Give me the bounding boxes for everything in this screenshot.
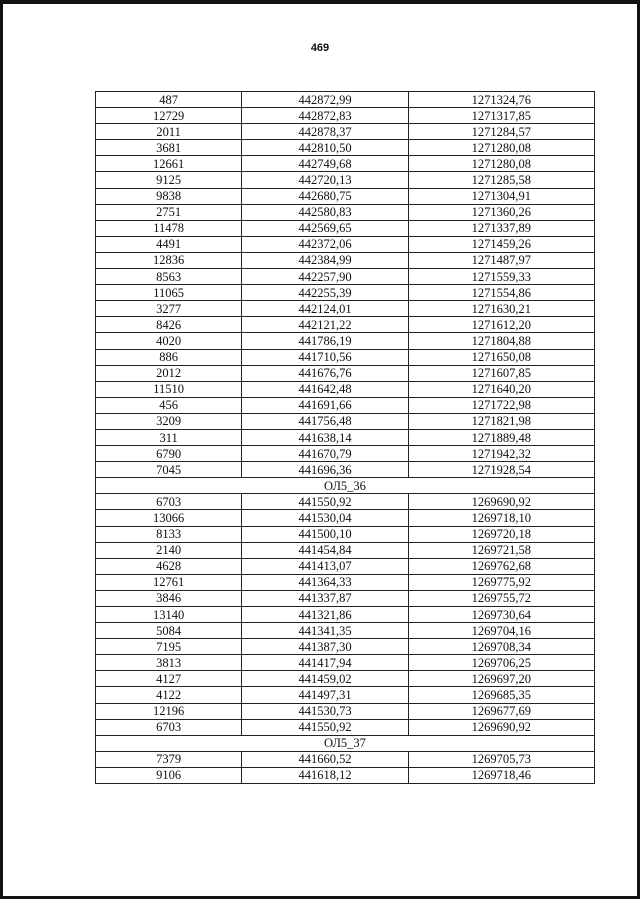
table-row <box>96 204 595 220</box>
y-coordinate-cell: 1269721,58 <box>408 542 594 558</box>
x-coordinate-cell: 441676,76 <box>242 365 408 381</box>
point-number-cell: 4122 <box>96 687 242 703</box>
table-row <box>96 108 595 124</box>
table-row <box>96 172 595 188</box>
table-row <box>96 655 595 671</box>
y-coordinate-cell: 1271324,76 <box>408 92 594 108</box>
table-row <box>96 333 595 349</box>
x-coordinate-cell: 441786,19 <box>242 333 408 349</box>
point-number-cell: 11065 <box>96 285 242 301</box>
y-coordinate-cell: 1271280,08 <box>408 140 594 156</box>
y-coordinate-cell: 1271821,98 <box>408 413 594 429</box>
table-row <box>96 719 595 735</box>
table-row <box>96 252 595 268</box>
point-number-cell: 13066 <box>96 510 242 526</box>
table-row <box>96 462 595 478</box>
table-row <box>96 542 595 558</box>
y-coordinate-cell: 1271804,88 <box>408 333 594 349</box>
y-coordinate-cell: 1269718,10 <box>408 510 594 526</box>
y-coordinate-cell: 1271317,85 <box>408 108 594 124</box>
page-number: 469 <box>310 42 330 54</box>
x-coordinate-cell: 441341,35 <box>242 623 408 639</box>
x-coordinate-cell: 441321,86 <box>242 607 408 623</box>
table-row <box>96 413 595 429</box>
point-number-cell: 4491 <box>96 236 242 252</box>
x-coordinate-cell: 441550,92 <box>242 494 408 510</box>
table-row <box>96 526 595 542</box>
section-header-row <box>96 735 595 751</box>
point-number-cell: 4628 <box>96 558 242 574</box>
y-coordinate-cell: 1271554,86 <box>408 285 594 301</box>
section-title: ОЛ5_36 <box>96 478 595 494</box>
table-row <box>96 639 595 655</box>
y-coordinate-cell: 1271459,26 <box>408 236 594 252</box>
y-coordinate-cell: 1271928,54 <box>408 462 594 478</box>
table-row <box>96 365 595 381</box>
table-row <box>96 156 595 172</box>
y-coordinate-cell: 1269690,92 <box>408 719 594 735</box>
y-coordinate-cell: 1269775,92 <box>408 574 594 590</box>
point-number-cell: 2011 <box>96 124 242 140</box>
table-row <box>96 703 595 719</box>
point-number-cell: 7379 <box>96 751 242 767</box>
scan-border-top <box>0 0 640 4</box>
point-number-cell: 2751 <box>96 204 242 220</box>
point-number-cell: 3277 <box>96 301 242 317</box>
point-number-cell: 11478 <box>96 220 242 236</box>
point-number-cell: 3209 <box>96 413 242 429</box>
table-row <box>96 574 595 590</box>
x-coordinate-cell: 441413,07 <box>242 558 408 574</box>
point-number-cell: 11510 <box>96 381 242 397</box>
x-coordinate-cell: 441337,87 <box>242 590 408 606</box>
table-row <box>96 607 595 623</box>
scan-border-left <box>0 0 3 899</box>
y-coordinate-cell: 1269685,35 <box>408 687 594 703</box>
y-coordinate-cell: 1271284,57 <box>408 124 594 140</box>
y-coordinate-cell: 1271360,26 <box>408 204 594 220</box>
table-row <box>96 140 595 156</box>
point-number-cell: 886 <box>96 349 242 365</box>
y-coordinate-cell: 1271280,08 <box>408 156 594 172</box>
point-number-cell: 12729 <box>96 108 242 124</box>
x-coordinate-cell: 441710,56 <box>242 349 408 365</box>
y-coordinate-cell: 1271612,20 <box>408 317 594 333</box>
table-row <box>96 124 595 140</box>
table-row <box>96 767 595 783</box>
x-coordinate-cell: 442255,39 <box>242 285 408 301</box>
y-coordinate-cell: 1271889,48 <box>408 429 594 445</box>
point-number-cell: 3846 <box>96 590 242 606</box>
y-coordinate-cell: 1269677,69 <box>408 703 594 719</box>
point-number-cell: 456 <box>96 397 242 413</box>
y-coordinate-cell: 1271304,91 <box>408 188 594 204</box>
y-coordinate-cell: 1271559,33 <box>408 269 594 285</box>
table-row <box>96 188 595 204</box>
x-coordinate-cell: 442580,83 <box>242 204 408 220</box>
y-coordinate-cell: 1271640,20 <box>408 381 594 397</box>
point-number-cell: 9125 <box>96 172 242 188</box>
point-number-cell: 8426 <box>96 317 242 333</box>
table-row <box>96 301 595 317</box>
x-coordinate-cell: 441618,12 <box>242 767 408 783</box>
y-coordinate-cell: 1271487,97 <box>408 252 594 268</box>
table-row <box>96 494 595 510</box>
point-number-cell: 6703 <box>96 719 242 735</box>
x-coordinate-cell: 441417,94 <box>242 655 408 671</box>
section-title: ОЛ5_37 <box>96 735 595 751</box>
table-row <box>96 381 595 397</box>
y-coordinate-cell: 1271285,58 <box>408 172 594 188</box>
point-number-cell: 12761 <box>96 574 242 590</box>
x-coordinate-cell: 442878,37 <box>242 124 408 140</box>
x-coordinate-cell: 442872,99 <box>242 92 408 108</box>
x-coordinate-cell: 441454,84 <box>242 542 408 558</box>
point-number-cell: 6703 <box>96 494 242 510</box>
table-row <box>96 92 595 108</box>
point-number-cell: 3681 <box>96 140 242 156</box>
x-coordinate-cell: 441691,66 <box>242 397 408 413</box>
section-header-row <box>96 478 595 494</box>
x-coordinate-cell: 441364,33 <box>242 574 408 590</box>
point-number-cell: 4127 <box>96 671 242 687</box>
x-coordinate-cell: 442749,68 <box>242 156 408 172</box>
x-coordinate-cell: 441642,48 <box>242 381 408 397</box>
point-number-cell: 13140 <box>96 607 242 623</box>
x-coordinate-cell: 441696,36 <box>242 462 408 478</box>
table-row <box>96 269 595 285</box>
x-coordinate-cell: 441660,52 <box>242 751 408 767</box>
table-row <box>96 236 595 252</box>
y-coordinate-cell: 1269718,46 <box>408 767 594 783</box>
x-coordinate-cell: 442680,75 <box>242 188 408 204</box>
y-coordinate-cell: 1269705,73 <box>408 751 594 767</box>
y-coordinate-cell: 1271722,98 <box>408 397 594 413</box>
table-row <box>96 317 595 333</box>
table-row <box>96 671 595 687</box>
x-coordinate-cell: 441500,10 <box>242 526 408 542</box>
table-row <box>96 590 595 606</box>
y-coordinate-cell: 1271607,85 <box>408 365 594 381</box>
table-row <box>96 446 595 462</box>
x-coordinate-cell: 441530,73 <box>242 703 408 719</box>
y-coordinate-cell: 1269755,72 <box>408 590 594 606</box>
point-number-cell: 5084 <box>96 623 242 639</box>
x-coordinate-cell: 441459,02 <box>242 671 408 687</box>
table-row <box>96 623 595 639</box>
y-coordinate-cell: 1271942,32 <box>408 446 594 462</box>
y-coordinate-cell: 1269706,25 <box>408 655 594 671</box>
x-coordinate-cell: 442384,99 <box>242 252 408 268</box>
y-coordinate-cell: 1269720,18 <box>408 526 594 542</box>
y-coordinate-cell: 1269730,64 <box>408 607 594 623</box>
point-number-cell: 2140 <box>96 542 242 558</box>
point-number-cell: 9838 <box>96 188 242 204</box>
x-coordinate-cell: 441497,31 <box>242 687 408 703</box>
x-coordinate-cell: 441387,30 <box>242 639 408 655</box>
table-row <box>96 285 595 301</box>
point-number-cell: 2012 <box>96 365 242 381</box>
point-number-cell: 9106 <box>96 767 242 783</box>
y-coordinate-cell: 1269690,92 <box>408 494 594 510</box>
x-coordinate-cell: 442257,90 <box>242 269 408 285</box>
y-coordinate-cell: 1271337,89 <box>408 220 594 236</box>
point-number-cell: 311 <box>96 429 242 445</box>
table-row <box>96 220 595 236</box>
point-number-cell: 7195 <box>96 639 242 655</box>
x-coordinate-cell: 442121,22 <box>242 317 408 333</box>
x-coordinate-cell: 441638,14 <box>242 429 408 445</box>
table-row <box>96 558 595 574</box>
point-number-cell: 6790 <box>96 446 242 462</box>
y-coordinate-cell: 1271630,21 <box>408 301 594 317</box>
x-coordinate-cell: 441670,79 <box>242 446 408 462</box>
x-coordinate-cell: 442810,50 <box>242 140 408 156</box>
x-coordinate-cell: 441550,92 <box>242 719 408 735</box>
table-row <box>96 510 595 526</box>
x-coordinate-cell: 442569,65 <box>242 220 408 236</box>
table-row <box>96 397 595 413</box>
y-coordinate-cell: 1269762,68 <box>408 558 594 574</box>
point-number-cell: 12836 <box>96 252 242 268</box>
x-coordinate-cell: 441756,48 <box>242 413 408 429</box>
y-coordinate-cell: 1269708,34 <box>408 639 594 655</box>
y-coordinate-cell: 1271650,08 <box>408 349 594 365</box>
point-number-cell: 8563 <box>96 269 242 285</box>
x-coordinate-cell: 442720,13 <box>242 172 408 188</box>
table-row <box>96 751 595 767</box>
point-number-cell: 487 <box>96 92 242 108</box>
x-coordinate-cell: 442372,06 <box>242 236 408 252</box>
coordinates-table <box>95 91 595 784</box>
y-coordinate-cell: 1269704,16 <box>408 623 594 639</box>
table-row <box>96 349 595 365</box>
x-coordinate-cell: 441530,04 <box>242 510 408 526</box>
coordinates-table-body <box>96 92 595 784</box>
point-number-cell: 12196 <box>96 703 242 719</box>
point-number-cell: 8133 <box>96 526 242 542</box>
y-coordinate-cell: 1269697,20 <box>408 671 594 687</box>
point-number-cell: 4020 <box>96 333 242 349</box>
x-coordinate-cell: 442124,01 <box>242 301 408 317</box>
point-number-cell: 3813 <box>96 655 242 671</box>
table-row <box>96 429 595 445</box>
point-number-cell: 7045 <box>96 462 242 478</box>
x-coordinate-cell: 442872,83 <box>242 108 408 124</box>
point-number-cell: 12661 <box>96 156 242 172</box>
table-row <box>96 687 595 703</box>
